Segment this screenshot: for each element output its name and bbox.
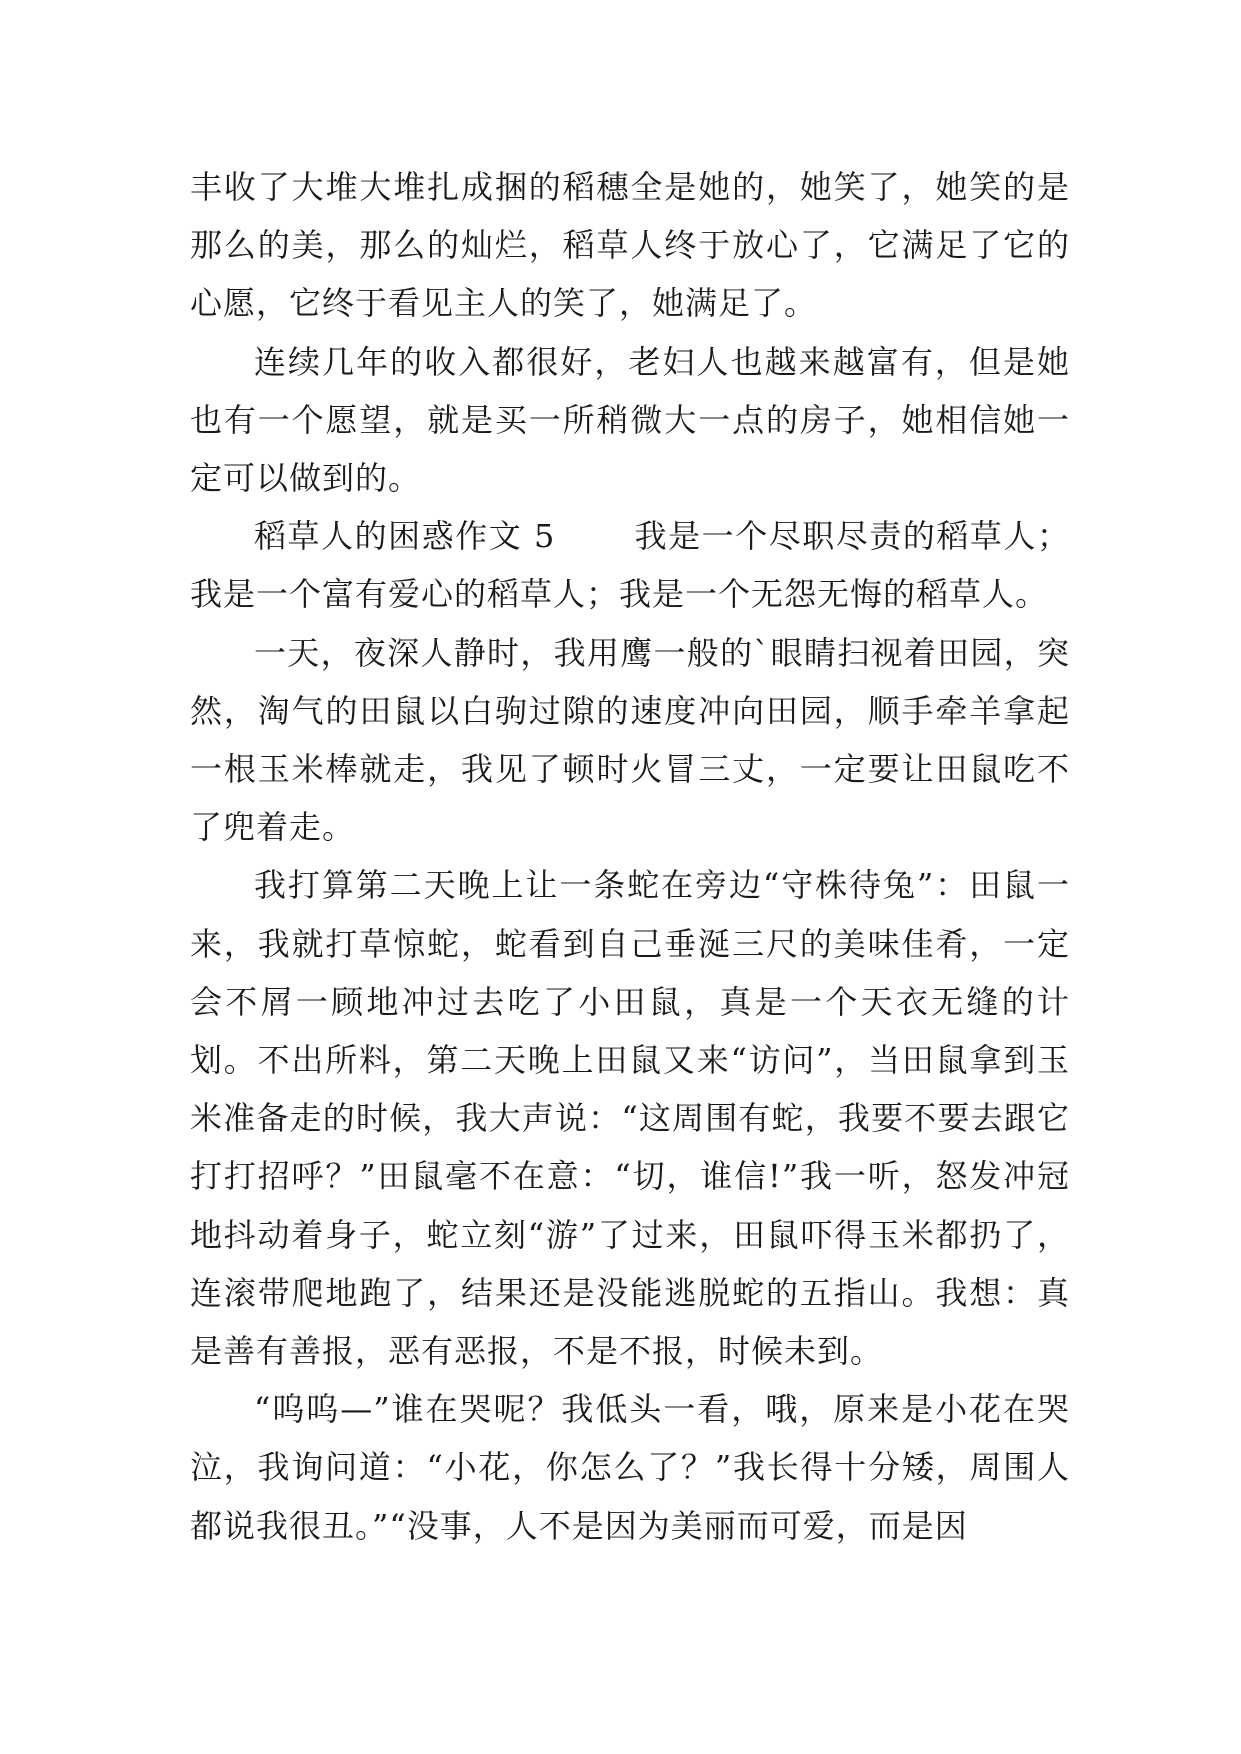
paragraph-1: 丰收了大堆大堆扎成捆的稻穗全是她的，她笑了，她笑的是那么的美，那么的灿烂，稻草人终于放心了，它满足了它的心愿，它终于看见主人的笑了，她满足了。 — [190, 168, 1070, 323]
paragraph-5: 我打算第二天晚上让一条蛇在旁边“守株待兔”：田鼠一来，我就打草惊蛇，蛇看到自己垂涎三尺的美味佳肴，一定会不屑一顾地冲过去吃了小田鼠，真是一个天衣无缝的计划。不出所料，第二天晚上田鼠又来“访问”，当田鼠拿到玉米准备走的时候，我大声说：“这周围有蛇，我要不要去跟它打打招呼？”田鼠毫不在意：“切，谁信!”我一听，怒发冲冠地抖动着身子，蛇立刻“游”了过来，田鼠吓得玉米都扔了，连滚带爬地跑了，结果还是没能逃脱蛇的五指山。我想：真是善有善报，恶有恶报，不是不报，时候未到。 — [190, 866, 1070, 1371]
paragraph-6: “呜呜—”谁在哭呢？我低头一看，哦，原来是小花在哭泣，我询问道：“小花，你怎么了？”我长得十分矮，周围人都说我很丑。”“没事，人不是因为美丽而可爱，而是因 — [190, 1390, 1070, 1545]
paragraph-4: 一天，夜深人静时，我用鹰一般的`眼睛扫视着田园，突然，淘气的田鼠以白驹过隙的速度冲向田园，顺手牵羊拿起一根玉米棒就走，我见了顿时火冒三丈，一定要让田鼠吃不了兜着走。 — [190, 633, 1070, 847]
document-body — [190, 158, 1070, 1555]
paragraph-3: 稻草人的困惑作文 5 我是一个尽职尽责的稻草人；我是一个富有爱心的稻草人；我是一个无怨无悔的稻草人。 — [190, 517, 1070, 614]
paragraph-2: 连续几年的收入都很好，老妇人也越来越富有，但是她也有一个愿望，就是买一所稍微大一点的房子，她相信她一定可以做到的。 — [190, 342, 1070, 498]
